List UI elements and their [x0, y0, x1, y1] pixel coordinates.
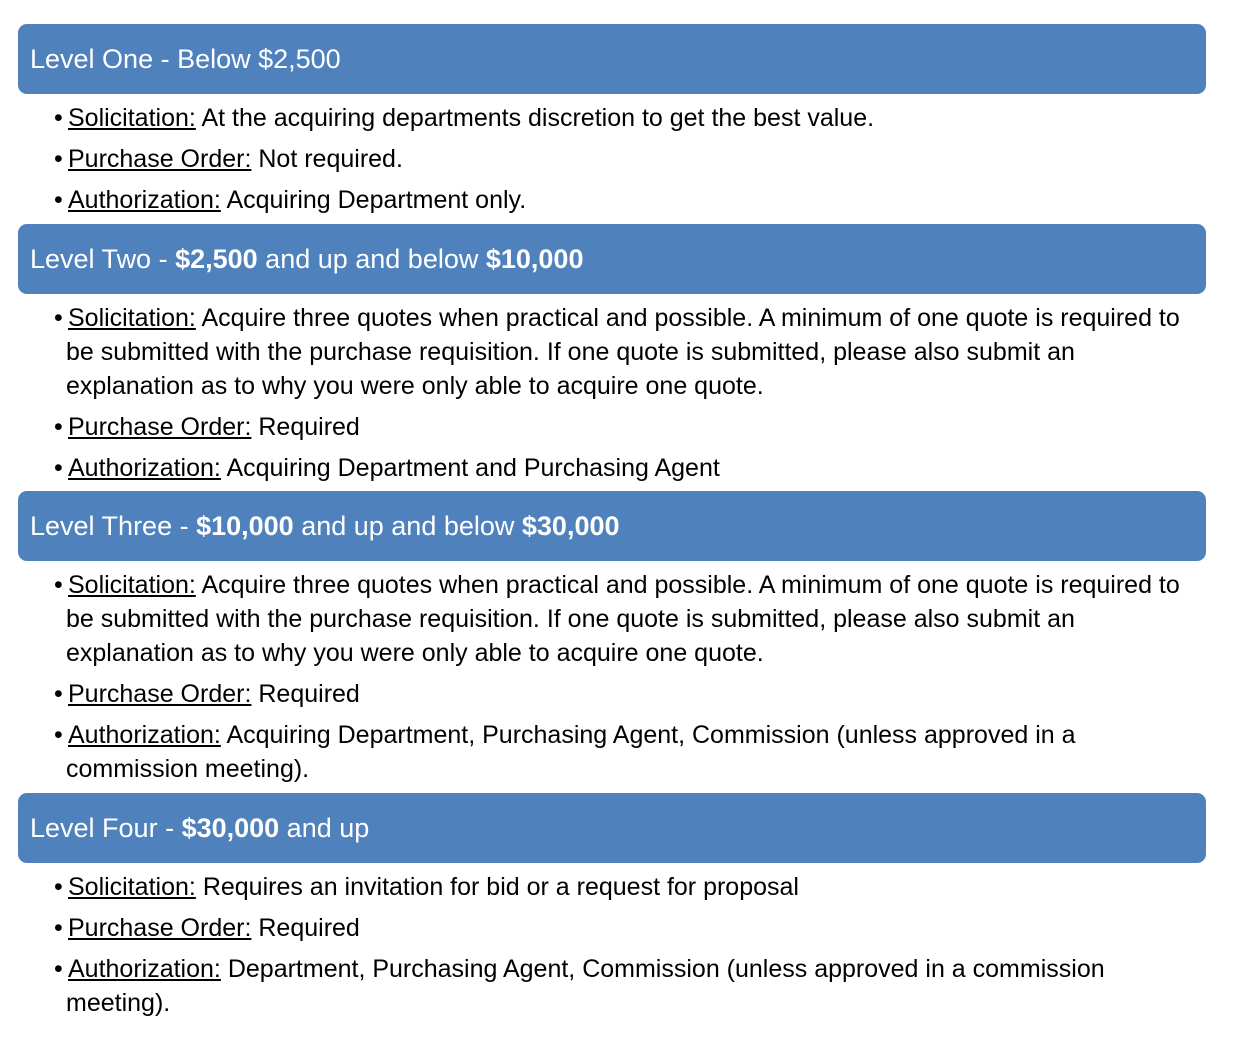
item-label: Solicitation:	[68, 304, 196, 332]
bullet: •	[54, 454, 63, 482]
bullet: •	[54, 571, 63, 599]
item-text: Acquiring Department only.	[226, 186, 527, 214]
list-item	[54, 677, 1204, 711]
list-item	[54, 410, 1204, 444]
level-one-title: Level One - Below $2,500	[30, 44, 341, 74]
list-item	[54, 568, 1204, 670]
bullet: •	[54, 721, 63, 749]
list-item	[54, 718, 1204, 786]
level-one-header	[18, 24, 1206, 94]
item-text: Acquiring Department and Purchasing Agent	[226, 454, 720, 482]
bullet: •	[54, 304, 63, 332]
level-two-mid: and up and below	[257, 244, 486, 274]
level-four-header	[18, 793, 1206, 863]
bullet: •	[54, 186, 63, 214]
bullet: •	[54, 104, 63, 132]
item-text: Acquire three quotes when practical and possible. A minimum of one quote is required to be submitted with the purchase requisition. If one quote is submitted, please also submit an explanation as to why you were only able to acquire one quote.	[66, 571, 1180, 667]
item-text: Acquire three quotes when practical and possible. A minimum of one quote is required to be submitted with the purchase requisition. If one quote is submitted, please also submit an explanation as to why you were only able to acquire one quote.	[66, 304, 1180, 400]
list-item	[54, 101, 1204, 135]
item-text: Department, Purchasing Agent, Commission (unless approved in a commission meeting).	[66, 955, 1105, 1017]
level-three-items	[54, 568, 1204, 793]
item-label: Authorization:	[68, 454, 221, 482]
level-one-items	[54, 101, 1204, 224]
list-item	[54, 952, 1204, 1020]
level-four-amount: $30,000	[181, 813, 280, 843]
item-label: Solicitation:	[68, 873, 196, 901]
bullet: •	[54, 873, 63, 901]
list-item	[54, 870, 1204, 904]
bullet: •	[54, 145, 63, 173]
level-four-items	[54, 870, 1204, 1027]
list-item	[54, 301, 1204, 403]
item-text: Acquiring Department, Purchasing Agent, Commission (unless approved in a commission meeting).	[66, 721, 1076, 783]
level-three-amount-low: $10,000	[196, 511, 294, 541]
item-label: Authorization:	[68, 721, 221, 749]
item-text: At the acquiring departments discretion to get the best value.	[201, 104, 875, 132]
list-item	[54, 911, 1204, 945]
level-two-items	[54, 301, 1204, 492]
bullet: •	[54, 914, 63, 942]
list-item	[54, 183, 1204, 217]
level-two-prefix: Level Two -	[30, 244, 176, 274]
level-four-prefix: Level Four -	[30, 813, 182, 843]
item-label: Purchase Order:	[68, 914, 252, 942]
item-label: Authorization:	[68, 955, 221, 983]
item-label: Purchase Order:	[68, 413, 252, 441]
item-label: Purchase Order:	[68, 145, 252, 173]
item-label: Authorization:	[68, 186, 221, 214]
level-two-header	[18, 224, 1206, 294]
item-text: Required	[258, 914, 360, 942]
item-text: Not required.	[258, 145, 403, 173]
level-three-prefix: Level Three -	[30, 511, 197, 541]
bullet: •	[54, 413, 63, 441]
list-item	[54, 142, 1204, 176]
bullet: •	[54, 680, 63, 708]
item-label: Purchase Order:	[68, 680, 252, 708]
level-three-mid: and up and below	[293, 511, 522, 541]
item-text: Required	[258, 413, 360, 441]
level-two-amount-low: $2,500	[175, 244, 258, 274]
list-item	[54, 451, 1204, 485]
level-three-header	[18, 491, 1206, 561]
item-label: Solicitation:	[68, 104, 196, 132]
bullet: •	[54, 955, 63, 983]
item-text: Requires an invitation for bid or a request for proposal	[202, 873, 799, 901]
item-text: Required	[258, 680, 360, 708]
item-label: Solicitation:	[68, 571, 196, 599]
level-four-mid: and up	[279, 813, 370, 843]
level-three-amount-high: $30,000	[521, 511, 620, 541]
level-two-amount-high: $10,000	[485, 244, 584, 274]
